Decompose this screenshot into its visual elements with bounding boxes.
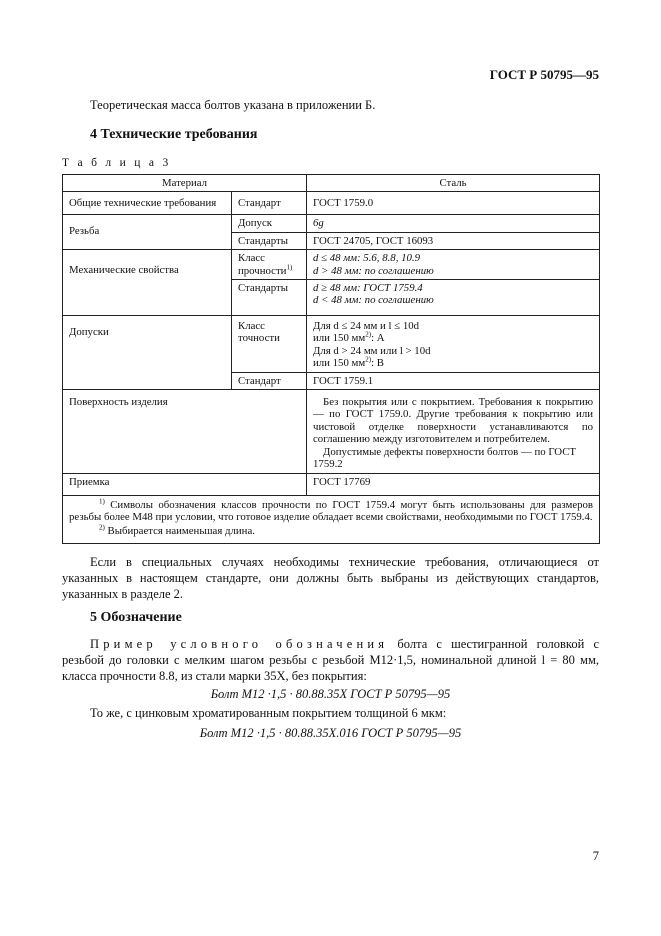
text: Для d > 24 мм или l > 10d — [313, 344, 431, 357]
table-row — [63, 215, 600, 232]
text: Класс — [238, 252, 265, 265]
text: Допустимые дефекты поверхности болтов — по ГОСТ 1759.2 — [313, 445, 577, 471]
footnote-mark: 1) — [99, 496, 105, 505]
text: Символы обозначения классов прочности по ГОСТ 1759.4 могут быть использованы для размеров резьбы более М48 при условии, что готовое изделие обладает всеми свойствами, необходимыми по ГОСТ 1759.4. — [69, 498, 594, 523]
table-row — [63, 390, 600, 473]
text: d ≤ 48 мм: 5.6, 8.8, 10.9 — [313, 252, 420, 265]
special-requirements-paragraph: Если в специальных случаях необходимы технические требования, отличающиеся от указанных в настоящем стандарте, они должны быть выбраны из действующих стандартов, указанных в разделе 2. — [62, 555, 599, 601]
text: Выбирается наименьшая длина. — [107, 525, 255, 538]
text: Класс — [238, 320, 265, 333]
text: точности — [238, 332, 280, 345]
header-steel: Сталь — [307, 175, 600, 192]
cell-value — [307, 316, 600, 373]
text: d ≥ 48 мм: ГОСТ 1759.4 — [313, 282, 423, 295]
table-row — [63, 192, 600, 215]
cell-material: Приемка — [63, 473, 307, 495]
section-4-title: 4 Технические требования — [90, 127, 258, 142]
cell-sub: Стандарты — [232, 232, 307, 249]
text: прочности — [238, 264, 287, 277]
table-caption: Т а б л и ц а 3 — [62, 157, 172, 169]
text: Без покрытия или с покрытием. Требования к покрытию — по ГОСТ 1759.0. Другие требования к покрытию или чистовой отделке поверхности устанавливаются по соглашению между изготовителем и потребителем. — [313, 396, 594, 446]
mass-note: Теоретическая масса болтов указана в приложении Б. — [90, 98, 376, 112]
cell-sub: Стандарт — [232, 372, 307, 389]
footnote-ref: 1) — [286, 263, 293, 272]
text: d < 48 мм: по соглашению — [313, 294, 434, 307]
text: или 150 мм — [313, 357, 366, 370]
footnotes-cell — [63, 495, 600, 543]
table-row — [63, 175, 600, 192]
cell-value: 6g — [307, 215, 600, 232]
cell-material: Общие технические требования — [63, 192, 232, 215]
cell-sub: Допуск — [232, 215, 307, 232]
text: : B — [371, 357, 384, 370]
zinc-coating-note: То же, с цинковым хроматированным покрытием толщиной 6 мкм: — [90, 706, 447, 720]
cell-sub: Стандарты — [232, 280, 307, 316]
cell-sub — [232, 250, 307, 280]
cell-value — [307, 250, 600, 280]
header-material: Материал — [63, 175, 307, 192]
cell-value: ГОСТ 1759.1 — [307, 372, 600, 389]
document-code: ГОСТ Р 50795—95 — [489, 67, 599, 82]
text: или 150 мм — [313, 332, 366, 345]
designation-1: Болт М12 ·1,5 · 80.88.35Х ГОСТ Р 50795—95 — [210, 687, 451, 701]
cell-value: ГОСТ 24705, ГОСТ 16093 — [307, 232, 600, 249]
footnote-ref: 2) — [365, 330, 372, 339]
footnote-1 — [69, 496, 594, 524]
requirements-table — [62, 174, 600, 544]
cell-value — [307, 280, 600, 316]
designation-example-paragraph — [62, 636, 599, 684]
cell-material: Поверхность изделия — [63, 390, 307, 473]
cell-sub: Стандарт — [232, 192, 307, 215]
table-footnotes — [63, 495, 600, 543]
cell-value: ГОСТ 1759.0 — [307, 192, 600, 215]
cell-value — [307, 390, 600, 473]
table-row — [63, 250, 600, 280]
footnote-2 — [69, 525, 593, 537]
table-row — [63, 316, 600, 373]
section-5-title: 5 Обозначение — [90, 610, 182, 625]
footnote-ref: 2) — [365, 355, 372, 364]
text: Для d ≤ 24 мм и l ≤ 10d — [313, 320, 420, 333]
designation-2: Болт М12 ·1,5 · 80.88.35Х.016 ГОСТ Р 50795—95 — [199, 726, 462, 740]
text: : A — [371, 332, 385, 345]
cell-material: Резьба — [63, 215, 232, 250]
example-lead: Пример условного обозначения — [90, 637, 389, 651]
text: d > 48 мм: по соглашению — [313, 264, 434, 277]
cell-material: Механические свойства — [63, 250, 232, 316]
page-number: 7 — [592, 849, 599, 863]
cell-material: Допуски — [63, 316, 232, 390]
text: болта с шестигранной головкой с резьбой до головки с мелким шагом резьбы с резьбой М12·1,5, номинальной длиной l = 80 мм, класса прочности 8.8, из стали марки 35Х, без покрытия: — [62, 637, 599, 683]
cell-value: ГОСТ 17769 — [307, 473, 600, 495]
table-row — [63, 473, 600, 495]
cell-sub — [232, 316, 307, 373]
footnote-mark: 2) — [99, 523, 105, 532]
